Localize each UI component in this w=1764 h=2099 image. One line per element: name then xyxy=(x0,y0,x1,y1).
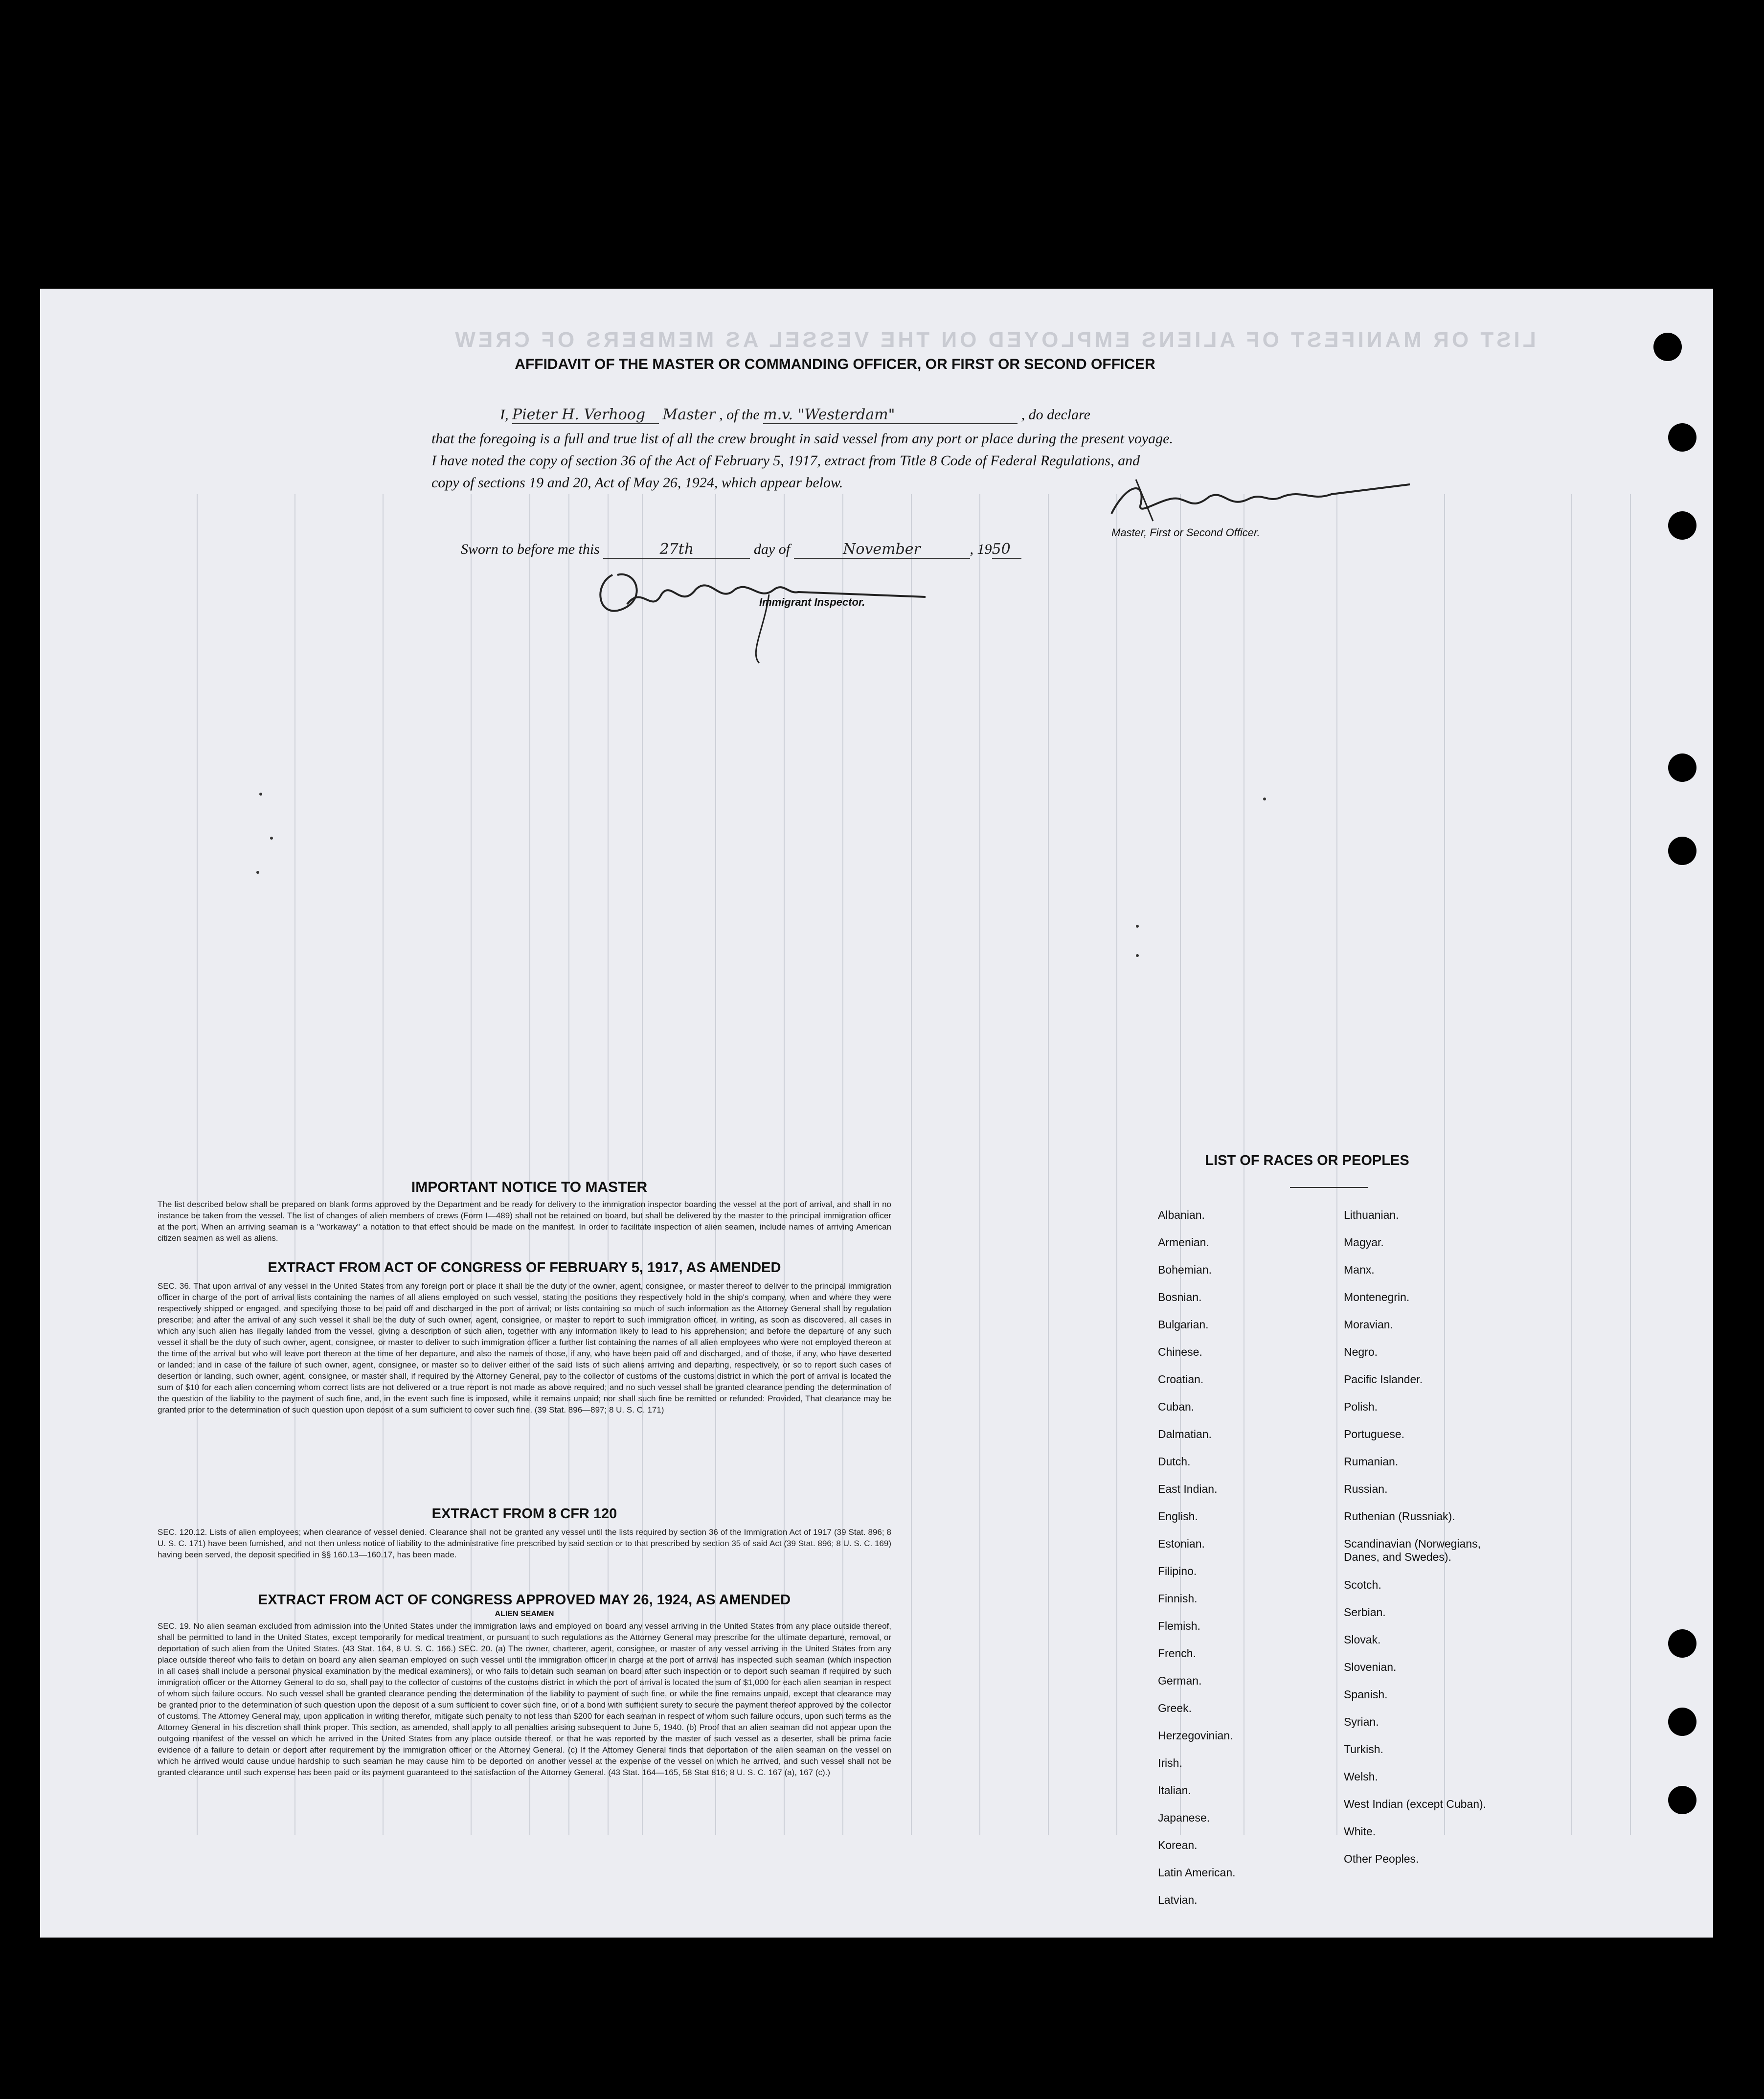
punch-hole xyxy=(1668,1629,1696,1658)
punch-hole xyxy=(1668,837,1696,865)
race-item: Spanish. xyxy=(1344,1688,1388,1701)
sworn-month-field: November xyxy=(794,541,970,559)
race-item: Greek. xyxy=(1158,1702,1192,1714)
notice-text: The list described below shall be prepared on blank forms approved by the Department and be ready for delivery to the immigration inspector boarding the vessel at the port of arrival, and shall in no instance be taken from the vessel. The list of changes of alien members of crews (Form I—489) shall not be retained on board, but shall be delivered by the master to the principal immigration officer at the port. When an arriving seaman is a "workaway" a notation to that effect should be made on the manifest. In order to facilitate inspection of alien seamen, include names of arriving American citizen seamen as well as aliens. xyxy=(158,1200,891,1243)
notice-title: IMPORTANT NOTICE TO MASTER xyxy=(411,1179,648,1195)
race-item: Irish. xyxy=(1158,1757,1182,1769)
race-item: Serbian. xyxy=(1344,1606,1386,1619)
vessel-name-field: m.v. "Westerdam" xyxy=(763,406,1018,424)
affidavit-line-4: copy of sections 19 and 20, Act of May 26, 1924, which appear below. xyxy=(431,475,843,491)
race-item: Other Peoples. xyxy=(1344,1852,1419,1865)
race-item: West Indian (except Cuban). xyxy=(1344,1798,1487,1810)
extract-1917-text: SEC. 36. That upon arrival of any vessel in the United States from any foreign port or place it shall be the duty of the owner, agent, consignee, or master thereof to deliver to the principal immigration officer in charge of the port of arrival lists containing the names of all aliens employed on such vessel, stating the positions they respectively hold in the ship's company, when and where they were respectively shipped or engaged, and specifying those to be paid off and discharged in the port of arrival; or lists containing so much of such information as the Attorney General shall by regulation prescribe; and after the arrival of any such vessel it shall be the duty of such owner, agent, consignee, or master to report to such immigration officer, in writing, as soon as discovered, all cases in which any such alien has illegally landed from the vessel, giving a description of such alien, together with any information likely to lead to his apprehension; and before the departure of any such vessel it shall be the duty of such owner, agent, consignee, or master to deliver to such immigration officer a further list containing the names of all alien employees who were not employed thereon at the time of the arrival but who will leave port thereon at the time of her departure, and also the names of those, if any, who have been paid off and discharged, and of those, if any, who have deserted or landed; and in case of the failure of such owner, agent, consignee, or master so to deliver either of the said lists of such aliens arriving and departing, respectively, or so to report such cases of desertion or landing, such owner, agent, consignee, or master shall, if required by the Attorney General, pay to the collector of customs of the customs district in which the port of arrival is located the sum of $10 for each alien concerning whom correct lists are not delivered or a true report is not made as above required; and no such vessel shall be granted clearance pending the determination of the question of the liability to the payment of such fine, and, in the event such fine is imposed, while it remains unpaid; nor shall such fine be remitted or refunded: Provided, That clearance may be granted prior to the determination of such question upon deposit of a sum sufficient to cover such fine. (39 Stat. 896—897; 8 U. S. C. 171) xyxy=(158,1281,891,1415)
affidavit-title: AFFIDAVIT OF THE MASTER OR COMMANDING OFFICER, OR FIRST OR SECOND OFFICER xyxy=(515,356,1155,372)
race-item: Russian. xyxy=(1344,1483,1388,1495)
extract-cfr-text: SEC. 120.12. Lists of alien employees; when clearance of vessel denied. Clearance shall not be granted any vessel until the lists required by section 36 of the Immigration Act of 1917 (39 Stat. 896; 8 U. S. C. 171) have been furnished, and not then unless notice of liability to the administrative fine prescribed by said section or to that prescribed by section 35 of said Act (39 Stat. 896; 8 U. S. C. 169) having been served, the deposit specified in §§ 160.13—160.17, has been made. xyxy=(158,1528,891,1559)
race-item: Moravian. xyxy=(1344,1318,1393,1331)
race-item: Bulgarian. xyxy=(1158,1318,1209,1331)
race-item: German. xyxy=(1158,1674,1202,1687)
affidavit-declare: , do declare xyxy=(1021,407,1090,423)
master-signature-caption: Master, First or Second Officer. xyxy=(1111,526,1260,539)
punch-hole xyxy=(1668,1786,1696,1814)
race-item: Latvian. xyxy=(1158,1894,1198,1906)
sworn-year-field: 50 xyxy=(992,541,1021,559)
punch-hole xyxy=(1653,333,1682,361)
inspector-caption: Immigrant Inspector. xyxy=(759,596,865,608)
race-item: Latin American. xyxy=(1158,1866,1236,1879)
race-item: Portuguese. xyxy=(1344,1428,1405,1440)
ink-mark xyxy=(1136,954,1139,957)
master-signature xyxy=(1107,475,1420,528)
races-title-rule xyxy=(1290,1187,1368,1188)
ink-mark xyxy=(1263,798,1266,800)
column-rule xyxy=(1048,494,1049,1835)
race-item: French. xyxy=(1158,1647,1196,1660)
race-item: Cuban. xyxy=(1158,1400,1195,1413)
rank-field: Master xyxy=(662,406,716,423)
column-rule xyxy=(1444,494,1445,1835)
extract-cfr-title: EXTRACT FROM 8 CFR 120 xyxy=(431,1506,617,1522)
column-rule xyxy=(1116,494,1117,1835)
column-rule xyxy=(979,494,980,1835)
sworn-day-of: day of xyxy=(753,541,791,557)
extract-1924-subtitle: ALIEN SEAMEN xyxy=(495,1610,554,1618)
race-item: Croatian. xyxy=(1158,1373,1204,1386)
race-item: Japanese. xyxy=(1158,1811,1210,1824)
race-item: Flemish. xyxy=(1158,1620,1200,1632)
race-item: Estonian. xyxy=(1158,1537,1205,1550)
race-item: Ruthenian (Russniak). xyxy=(1344,1510,1455,1523)
race-item: Polish. xyxy=(1344,1400,1378,1413)
ink-mark xyxy=(259,793,262,796)
master-name-field: Pieter H. Verhoog xyxy=(512,406,659,424)
race-item: Korean. xyxy=(1158,1839,1198,1851)
extract-1924-title: EXTRACT FROM ACT OF CONGRESS APPROVED MAY 26, 1924, AS AMENDED xyxy=(258,1592,791,1608)
punch-hole xyxy=(1668,511,1696,540)
bleed-through-heading: LIST OR MANIFEST OF ALIENS EMPLOYED ON THE VESSEL AS MEMBERS OF CREW xyxy=(452,328,1536,352)
race-item: Herzegovinian. xyxy=(1158,1729,1233,1742)
race-item: Turkish. xyxy=(1344,1743,1383,1756)
ink-mark xyxy=(256,871,259,874)
race-item: Scandinavian (Norwegians, Danes, and Swedes). xyxy=(1344,1537,1481,1563)
race-item: Armenian. xyxy=(1158,1236,1209,1249)
column-rule xyxy=(911,494,912,1835)
race-item: Chinese. xyxy=(1158,1346,1202,1358)
race-item: Slovenian. xyxy=(1344,1661,1397,1673)
ink-mark xyxy=(1136,925,1139,928)
race-item: Bohemian. xyxy=(1158,1263,1212,1276)
race-item: Slovak. xyxy=(1344,1633,1381,1646)
affidavit-of-the: , of the xyxy=(719,407,760,423)
race-item: Negro. xyxy=(1344,1346,1378,1358)
punch-hole xyxy=(1668,423,1696,452)
column-rule xyxy=(1630,494,1631,1835)
inspector-signature xyxy=(583,555,926,673)
race-item: Rumanian. xyxy=(1344,1455,1399,1468)
race-item: Dalmatian. xyxy=(1158,1428,1212,1440)
race-item: Syrian. xyxy=(1344,1715,1379,1728)
race-item: Pacific Islander. xyxy=(1344,1373,1423,1386)
race-item: Filipino. xyxy=(1158,1565,1197,1577)
race-item: White. xyxy=(1344,1825,1376,1838)
extract-1924-text: SEC. 19. No alien seaman excluded from admission into the United States under the immigration laws and employed on board any vessel arriving in the United States from any place outside thereof, shall be permitted to land in the United States, except temporarily for medical treatment, or pursuant to such regulations as the Attorney General may prescribe for the ultimate departure, removal, or deportation of such alien from the United States. (43 Stat. 164, 8 U. S. C. 166.) SEC. 20. (a) The owner, charterer, agent, consignee, or master of any vessel arriving in the United States from any place outside thereof who fails to detain on board any alien seaman employed on such vessel until the immigration officer in charge at the port of arrival has inspected such seaman (which inspection in all cases shall include a personal physical examination by the medical examiners), or who fails to detain such seaman on board after such inspection or to deport such seaman if required by such immigration officer or the Attorney General to do so, shall pay to the collector of customs of the customs district in which the port of arrival is located the sum of $1,000 for each alien seaman in respect of whom such failure occurs. No such vessel shall be granted clearance pending the determination of the liability to payment of such fine, or while the fine remains unpaid, except that clearance may be granted prior to the determination of such question upon the deposit of a sum sufficient to cover such fine, or of a bond with sufficient surety to secure the payment thereof approved by the collector of customs. The Attorney General may, upon application in writing therefor, mitigate such penalty to not less than $200 for each seaman in respect of whom such failure occurs, upon such terms as the Attorney General in his discretion shall think proper. This section, as amended, shall apply to all penalties arising subsequent to June 5, 1940. (b) Proof that an alien seaman did not appear upon the outgoing manifest of the vessel on which he arrived in the United States from any place outside thereof, or that he was reported by the master of such vessel as a deserter, shall be prima facie evidence of a failure to detain or deport after requirement by the immigration officer or the Attorney General. (c) If the Attorney General finds that deportation of the alien seaman on the vessel on which he arrived would cause undue hardship to such seaman he may cause him to be deported on another vessel at the expense of the vessel on which he arrived, and such vessel shall not be granted clearance until such expense has been paid or its payment guaranteed to the satisfaction of the Attorney General. (43 Stat. 164—165, 58 Stat 816; 8 U. S. C. 167 (a), 167 (c).) xyxy=(158,1621,891,1777)
race-item: Scotch. xyxy=(1344,1578,1381,1591)
race-item: Dutch. xyxy=(1158,1455,1191,1468)
affidavit-pronoun: I, xyxy=(500,407,509,423)
document-sheet xyxy=(40,289,1713,1938)
race-item: Italian. xyxy=(1158,1784,1191,1797)
race-item: Finnish. xyxy=(1158,1592,1198,1605)
race-item: Welsh. xyxy=(1344,1770,1378,1783)
ink-mark xyxy=(270,837,273,840)
sworn-year-prefix: , 19 xyxy=(970,541,992,557)
race-item: English. xyxy=(1158,1510,1198,1523)
affidavit-line-2: that the foregoing is a full and true list of all the crew brought in said vessel from any port or place during the present voyage. xyxy=(431,431,1173,447)
race-item: Albanian. xyxy=(1158,1209,1205,1221)
race-item: Manx. xyxy=(1344,1263,1375,1276)
affidavit-line-3: I have noted the copy of section 36 of the Act of February 5, 1917, extract from Title 8 Code of Federal Regulations, and xyxy=(431,453,1140,469)
race-item: Montenegrin. xyxy=(1344,1291,1410,1303)
column-rule xyxy=(1180,494,1181,1835)
extract-1917-title: EXTRACT FROM ACT OF CONGRESS OF FEBRUARY 5, 1917, AS AMENDED xyxy=(268,1260,781,1276)
punch-hole xyxy=(1668,1708,1696,1736)
column-rule xyxy=(1571,494,1572,1835)
race-item: East Indian. xyxy=(1158,1483,1218,1495)
sworn-day-field: 27th xyxy=(603,541,750,559)
sworn-prefix: Sworn to before me this xyxy=(461,541,600,557)
race-item: Magyar. xyxy=(1344,1236,1384,1249)
race-item: Lithuanian. xyxy=(1344,1209,1399,1221)
affidavit-line-1 xyxy=(431,406,1385,424)
punch-hole xyxy=(1668,753,1696,782)
race-item: Bosnian. xyxy=(1158,1291,1202,1303)
races-title: LIST OF RACES OR PEOPLES xyxy=(1205,1153,1409,1168)
